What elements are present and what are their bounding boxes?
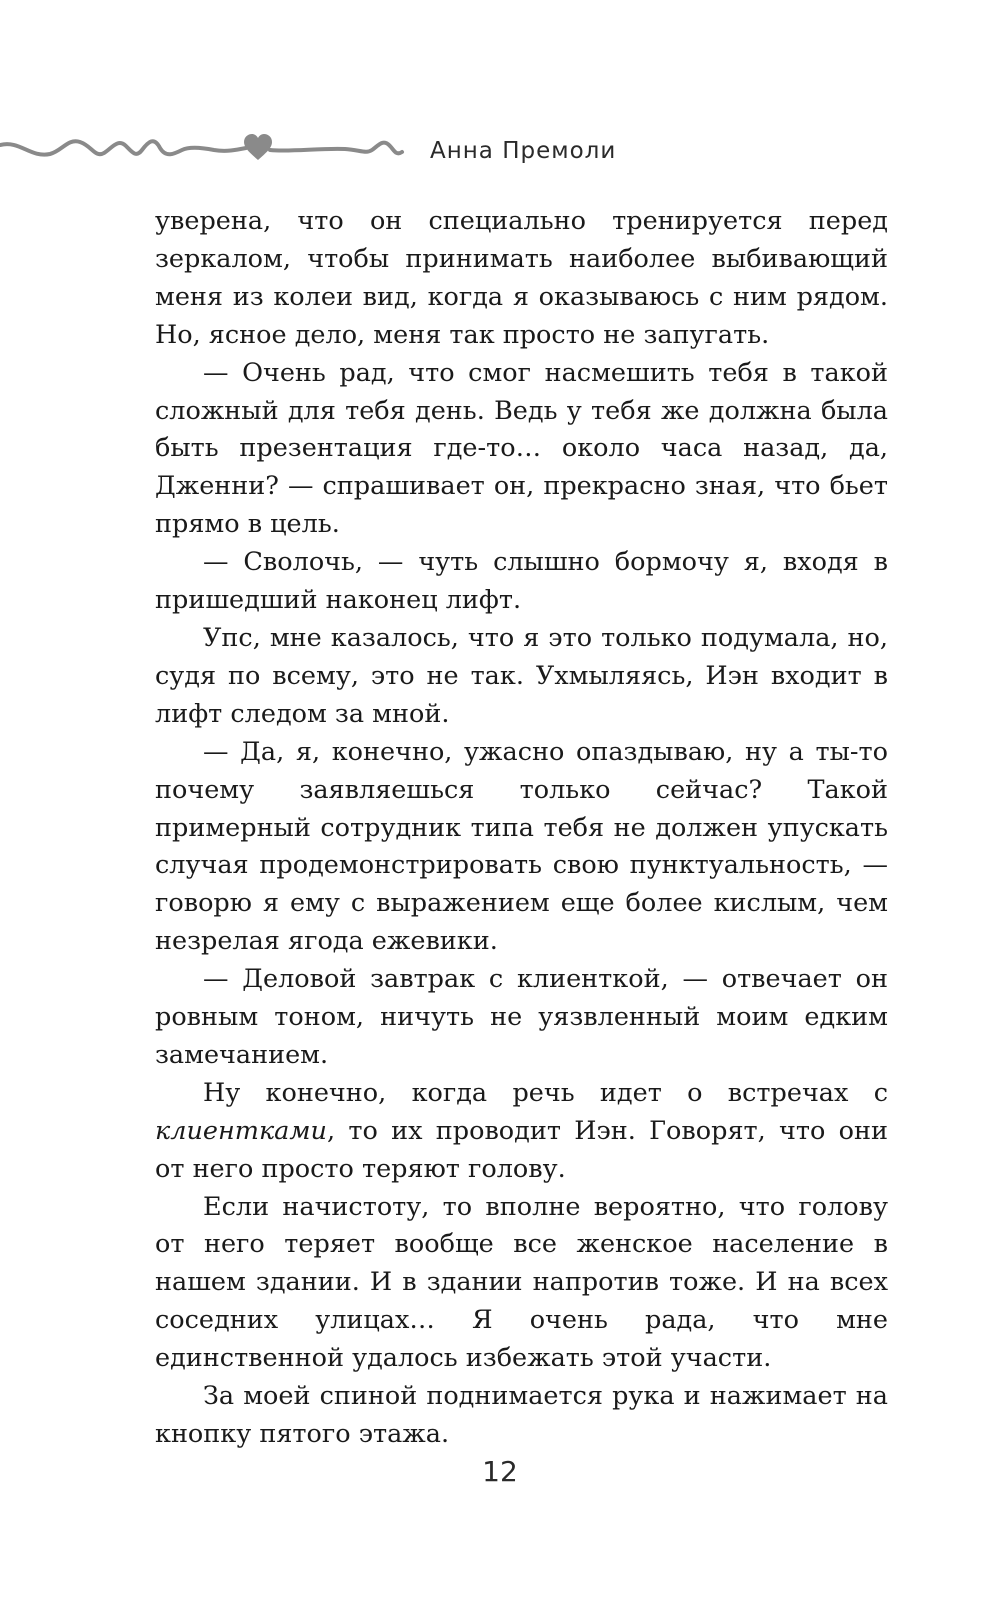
paragraph-text: , то их проводит Иэн. Говорят, что они от него просто теряют голову.: [155, 1115, 888, 1184]
paragraph: Упс, мне казалось, что я это только подумала, но, судя по всему, это не так. Ухмыляясь, Иэн входит в лифт следом за мной.: [155, 622, 888, 729]
paragraph: уверена, что он специально тренируется перед зеркалом, чтобы принимать наиболее выбивающий меня из колеи вид, когда я оказываюсь с ним рядом. Но, ясное дело, меня так просто не запугать.: [155, 206, 888, 350]
paragraph: Если начистоту, то вполне вероятно, что голову от него теряет вообще все женское население в нашем здании. И в здании напротив тоже. И на всех соседних улицах… Я очень рада, что мне единственной удалось избежать этой участи.: [155, 1191, 888, 1374]
paragraph: За моей спиной поднимается рука и нажимает на кнопку пятого этажа.: [155, 1381, 888, 1449]
paragraph: — Очень рад, что смог насмешить тебя в такой сложный для тебя день. Ведь у тебя же должна была быть презентация где-то… около часа назад, да, Дженни? — спрашивает он, прекрасно зная, что бьет прямо в цель.: [155, 357, 888, 540]
paragraph-text: Ну конечно, когда речь идет о встречах с: [203, 1077, 888, 1108]
author-name: Анна Премоли: [430, 138, 617, 164]
running-header: [0, 118, 1000, 178]
paragraph: — Деловой завтрак с клиенткой, — отвечает он ровным тоном, ничуть не уязвленный моим едким замечанием.: [155, 964, 888, 1070]
paragraph: — Сволочь, — чуть слышно бормочу я, входя в пришедший наконец лифт.: [155, 547, 888, 616]
paragraph: [155, 1075, 888, 1189]
heart-ornament-icon: [0, 118, 420, 178]
emphasis-text: клиентками: [155, 1115, 327, 1146]
page-body: [155, 203, 888, 1454]
page-number: 12: [482, 1455, 518, 1488]
paragraph: — Да, я, конечно, ужасно опаздываю, ну а ты-то почему заявляешься только сейчас? Такой примерный сотрудник типа тебя не должен упускать случая продемонстрировать свою пунктуальность, — говорю я ему с выражением еще более кислым, чем незрелая ягода ежевики.: [155, 736, 888, 957]
